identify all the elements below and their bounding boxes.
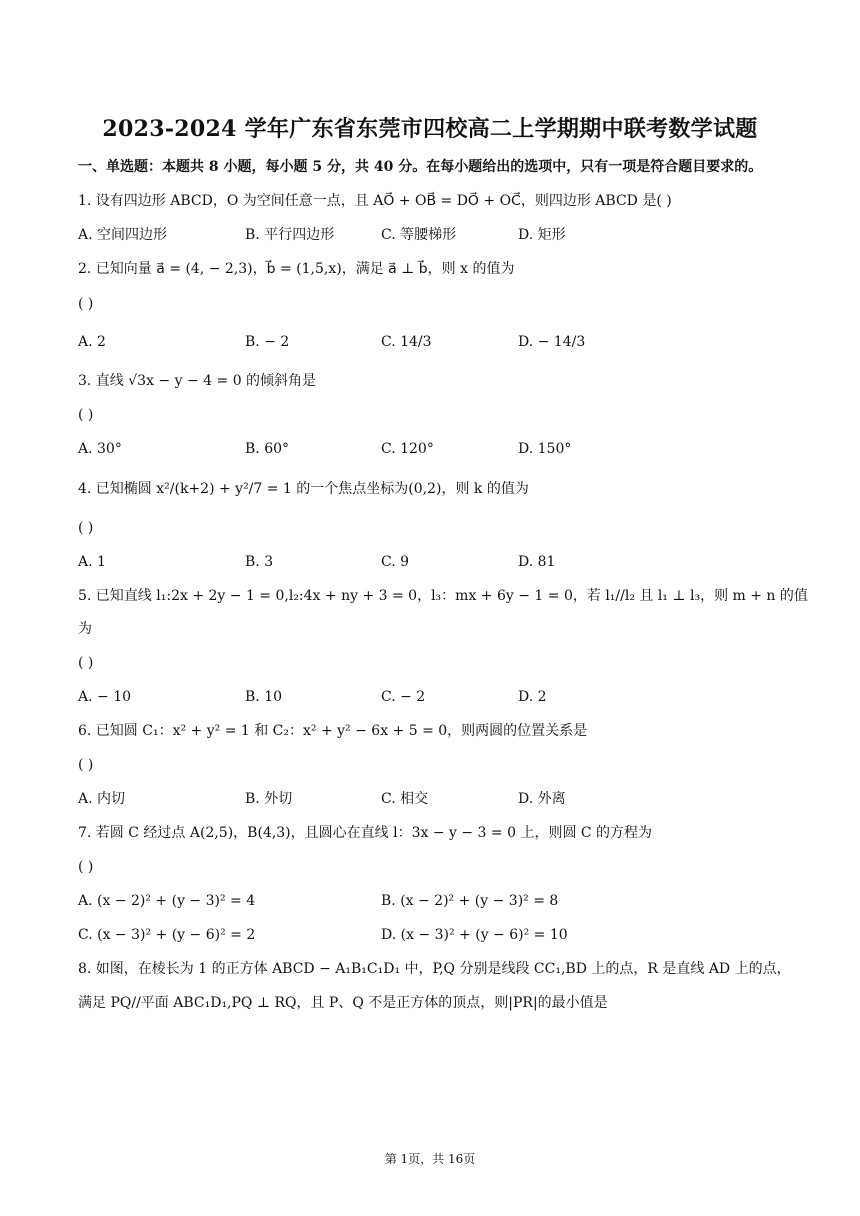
question-6-option-c: C. 相交 bbox=[381, 791, 429, 807]
question-1-stem: 1. 设有四边形 ABCD，O 为空间任意一点，且 AO⃗ + OB⃗ = DO⃗ + OC⃗，则四边形 ABCD 是( ) bbox=[78, 193, 672, 209]
question-6-option-a: A. 内切 bbox=[78, 791, 126, 807]
question-3-option-b: B. 60° bbox=[245, 441, 290, 457]
question-4-option-a: A. 1 bbox=[78, 554, 106, 570]
page-title: 2023-2024 学年广东省东莞市四校高二上学期期中联考数学试题 bbox=[102, 116, 758, 142]
question-8-stem: 8. 如图，在棱长为 1 的正方体 ABCD − A₁B₁C₁D₁ 中，P,Q 分别是线段 CC₁,BD 上的点，R 是直线 AD 上的点， bbox=[78, 961, 791, 977]
question-6-option-b: B. 外切 bbox=[245, 791, 293, 807]
question-3-answer-paren: ( ) bbox=[78, 407, 94, 423]
page-footer: 第 1页，共 16页 bbox=[384, 1152, 476, 1166]
question-3-stem: 3. 直线 √3x − y − 4 = 0 的倾斜角是 bbox=[78, 373, 317, 389]
question-7-answer-paren: ( ) bbox=[78, 859, 94, 875]
question-2-answer-paren: ( ) bbox=[78, 296, 94, 312]
question-2-option-a: A. 2 bbox=[78, 334, 106, 350]
question-4-option-c: C. 9 bbox=[381, 554, 410, 570]
question-3-option-c: C. 120° bbox=[381, 441, 434, 457]
question-2-stem: 2. 已知向量 a⃗ = (4, − 2,3)，b⃗ = (1,5,x)，满足 a⃗ ⊥ b⃗，则 x 的值为 bbox=[78, 261, 515, 277]
question-4-answer-paren: ( ) bbox=[78, 520, 94, 536]
question-5-option-b: B. 10 bbox=[245, 689, 283, 705]
question-3-option-a: A. 30° bbox=[78, 441, 122, 457]
question-2-option-c: C. 14/3 bbox=[381, 334, 432, 350]
question-5-stem-continued: 为 bbox=[78, 621, 92, 637]
question-6-answer-paren: ( ) bbox=[78, 757, 94, 773]
question-5-option-d: D. 2 bbox=[518, 689, 547, 705]
question-6-stem: 6. 已知圆 C₁：x² + y² = 1 和 C₂：x² + y² − 6x + 5 = 0，则两圆的位置关系是 bbox=[78, 723, 588, 739]
question-5-option-c: C. − 2 bbox=[381, 689, 426, 705]
question-5-option-a: A. − 10 bbox=[78, 689, 132, 705]
question-8-stem-continued: 满足 PQ//平面 ABC₁D₁,PQ ⊥ RQ，且 P、Q 不是正方体的顶点，则|PR|的最小值是 bbox=[78, 995, 608, 1011]
question-7-option-b: B. (x − 2)² + (y − 3)² = 8 bbox=[381, 893, 559, 909]
section-heading: 一、单选题：本题共 8 小题，每小题 5 分，共 40 分。在每小题给出的选项中，只有一项是符合题目要求的。 bbox=[78, 159, 763, 175]
question-4-option-d: D. 81 bbox=[518, 554, 556, 570]
question-5-stem: 5. 已知直线 l₁:2x + 2y − 1 = 0,l₂:4x + ny + 3 = 0，l₃：mx + 6y − 1 = 0，若 l₁//l₂ 且 l₁ ⊥ l₃，则 m + n 的值 bbox=[78, 588, 808, 604]
question-1-option-a: A. 空间四边形 bbox=[78, 227, 168, 243]
question-1-option-d: D. 矩形 bbox=[518, 227, 566, 243]
question-2-option-b: B. − 2 bbox=[245, 334, 290, 350]
question-2-option-d: D. − 14/3 bbox=[518, 334, 586, 350]
question-6-option-d: D. 外离 bbox=[518, 791, 566, 807]
question-5-answer-paren: ( ) bbox=[78, 655, 94, 671]
question-4-stem: 4. 已知椭圆 x²/(k+2) + y²/7 = 1 的一个焦点坐标为(0,2)，则 k 的值为 bbox=[78, 481, 529, 497]
question-7-option-d: D. (x − 3)² + (y − 6)² = 10 bbox=[381, 927, 568, 943]
question-4-option-b: B. 3 bbox=[245, 554, 274, 570]
question-3-option-d: D. 150° bbox=[518, 441, 572, 457]
question-1-option-c: C. 等腰梯形 bbox=[381, 227, 457, 243]
question-7-option-c: C. (x − 3)² + (y − 6)² = 2 bbox=[78, 927, 256, 943]
question-1-option-b: B. 平行四边形 bbox=[245, 227, 335, 243]
question-7-option-a: A. (x − 2)² + (y − 3)² = 4 bbox=[78, 893, 256, 909]
question-7-stem: 7. 若圆 C 经过点 A(2,5)，B(4,3)，且圆心在直线 l：3x − y − 3 = 0 上，则圆 C 的方程为 bbox=[78, 825, 653, 841]
